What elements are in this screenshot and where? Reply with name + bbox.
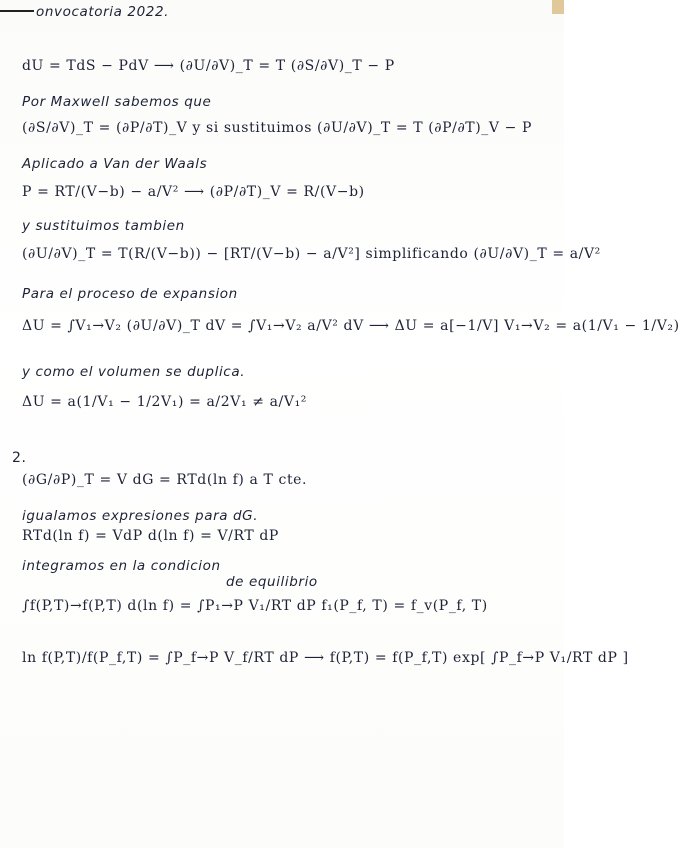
- ex2-equation-2: RTd(ln f) = VdP d(ln f) = V/RT dP: [22, 528, 279, 544]
- ex1-process-text: Para el proceso de expansion: [22, 286, 238, 302]
- ex1-equation-5: ΔU = ∫V₁→V₂ (∂U/∂V)_T dV = ∫V₁→V₂ a/V² dV ⟶ ΔU = a[−1/V] V₁→V₂ = a(1/V₁ − 1/V₂): [22, 318, 680, 334]
- ex1-equation-6: ΔU = a(1/V₁ − 1/2V₁) = a/2V₁ ≠ a/V₁²: [22, 394, 307, 410]
- ex1-equation-3: P = RT/(V−b) − a/V² ⟶ (∂P/∂T)_V = R/(V−b): [22, 184, 365, 200]
- ex2-integrate-text: integramos en la condicion: [22, 558, 221, 574]
- ex1-equation-4: (∂U/∂V)_T = T(R/(V−b)) − [RT/(V−b) − a/V²] simplificando (∂U/∂V)_T = a/V²: [22, 246, 601, 262]
- ex2-number: 2.: [12, 450, 27, 466]
- ex1-maxwell-text: Por Maxwell sabemos que: [22, 94, 212, 110]
- ex2-equate-text: igualamos expresiones para dG.: [22, 508, 259, 524]
- ex2-equation-1: (∂G/∂P)_T = V dG = RTd(ln f) a T cte.: [22, 472, 308, 488]
- ex1-vdw-text: Aplicado a Van der Waals: [22, 156, 208, 172]
- ex2-equilibrium-text: de equilibrio: [226, 574, 318, 590]
- ex1-equation-1: dU = TdS − PdV ⟶ (∂U/∂V)_T = T (∂S/∂V)_T − P: [22, 58, 395, 74]
- header-rule: [0, 10, 34, 12]
- ex1-substitute-text: y sustituimos tambien: [22, 218, 185, 234]
- page-title: onvocatoria 2022.: [36, 4, 170, 20]
- ex1-equation-2: (∂S/∂V)_T = (∂P/∂T)_V y si sustituimos (∂U/∂V)_T = T (∂P/∂T)_V − P: [22, 120, 533, 136]
- ex2-equation-4: ln f(P,T)/f(P_f,T) = ∫P_f→P V_f/RT dP ⟶ f(P,T) = f(P_f,T) exp[ ∫P_f→P V₁/RT dP ]: [22, 650, 629, 666]
- ex1-volume-text: y como el volumen se duplica.: [22, 364, 246, 380]
- ex2-equation-3: ∫f(P,T)→f(P,T) d(ln f) = ∫P₁→P V₁/RT dP f₁(P_f, T) = f_v(P_f, T): [22, 598, 488, 614]
